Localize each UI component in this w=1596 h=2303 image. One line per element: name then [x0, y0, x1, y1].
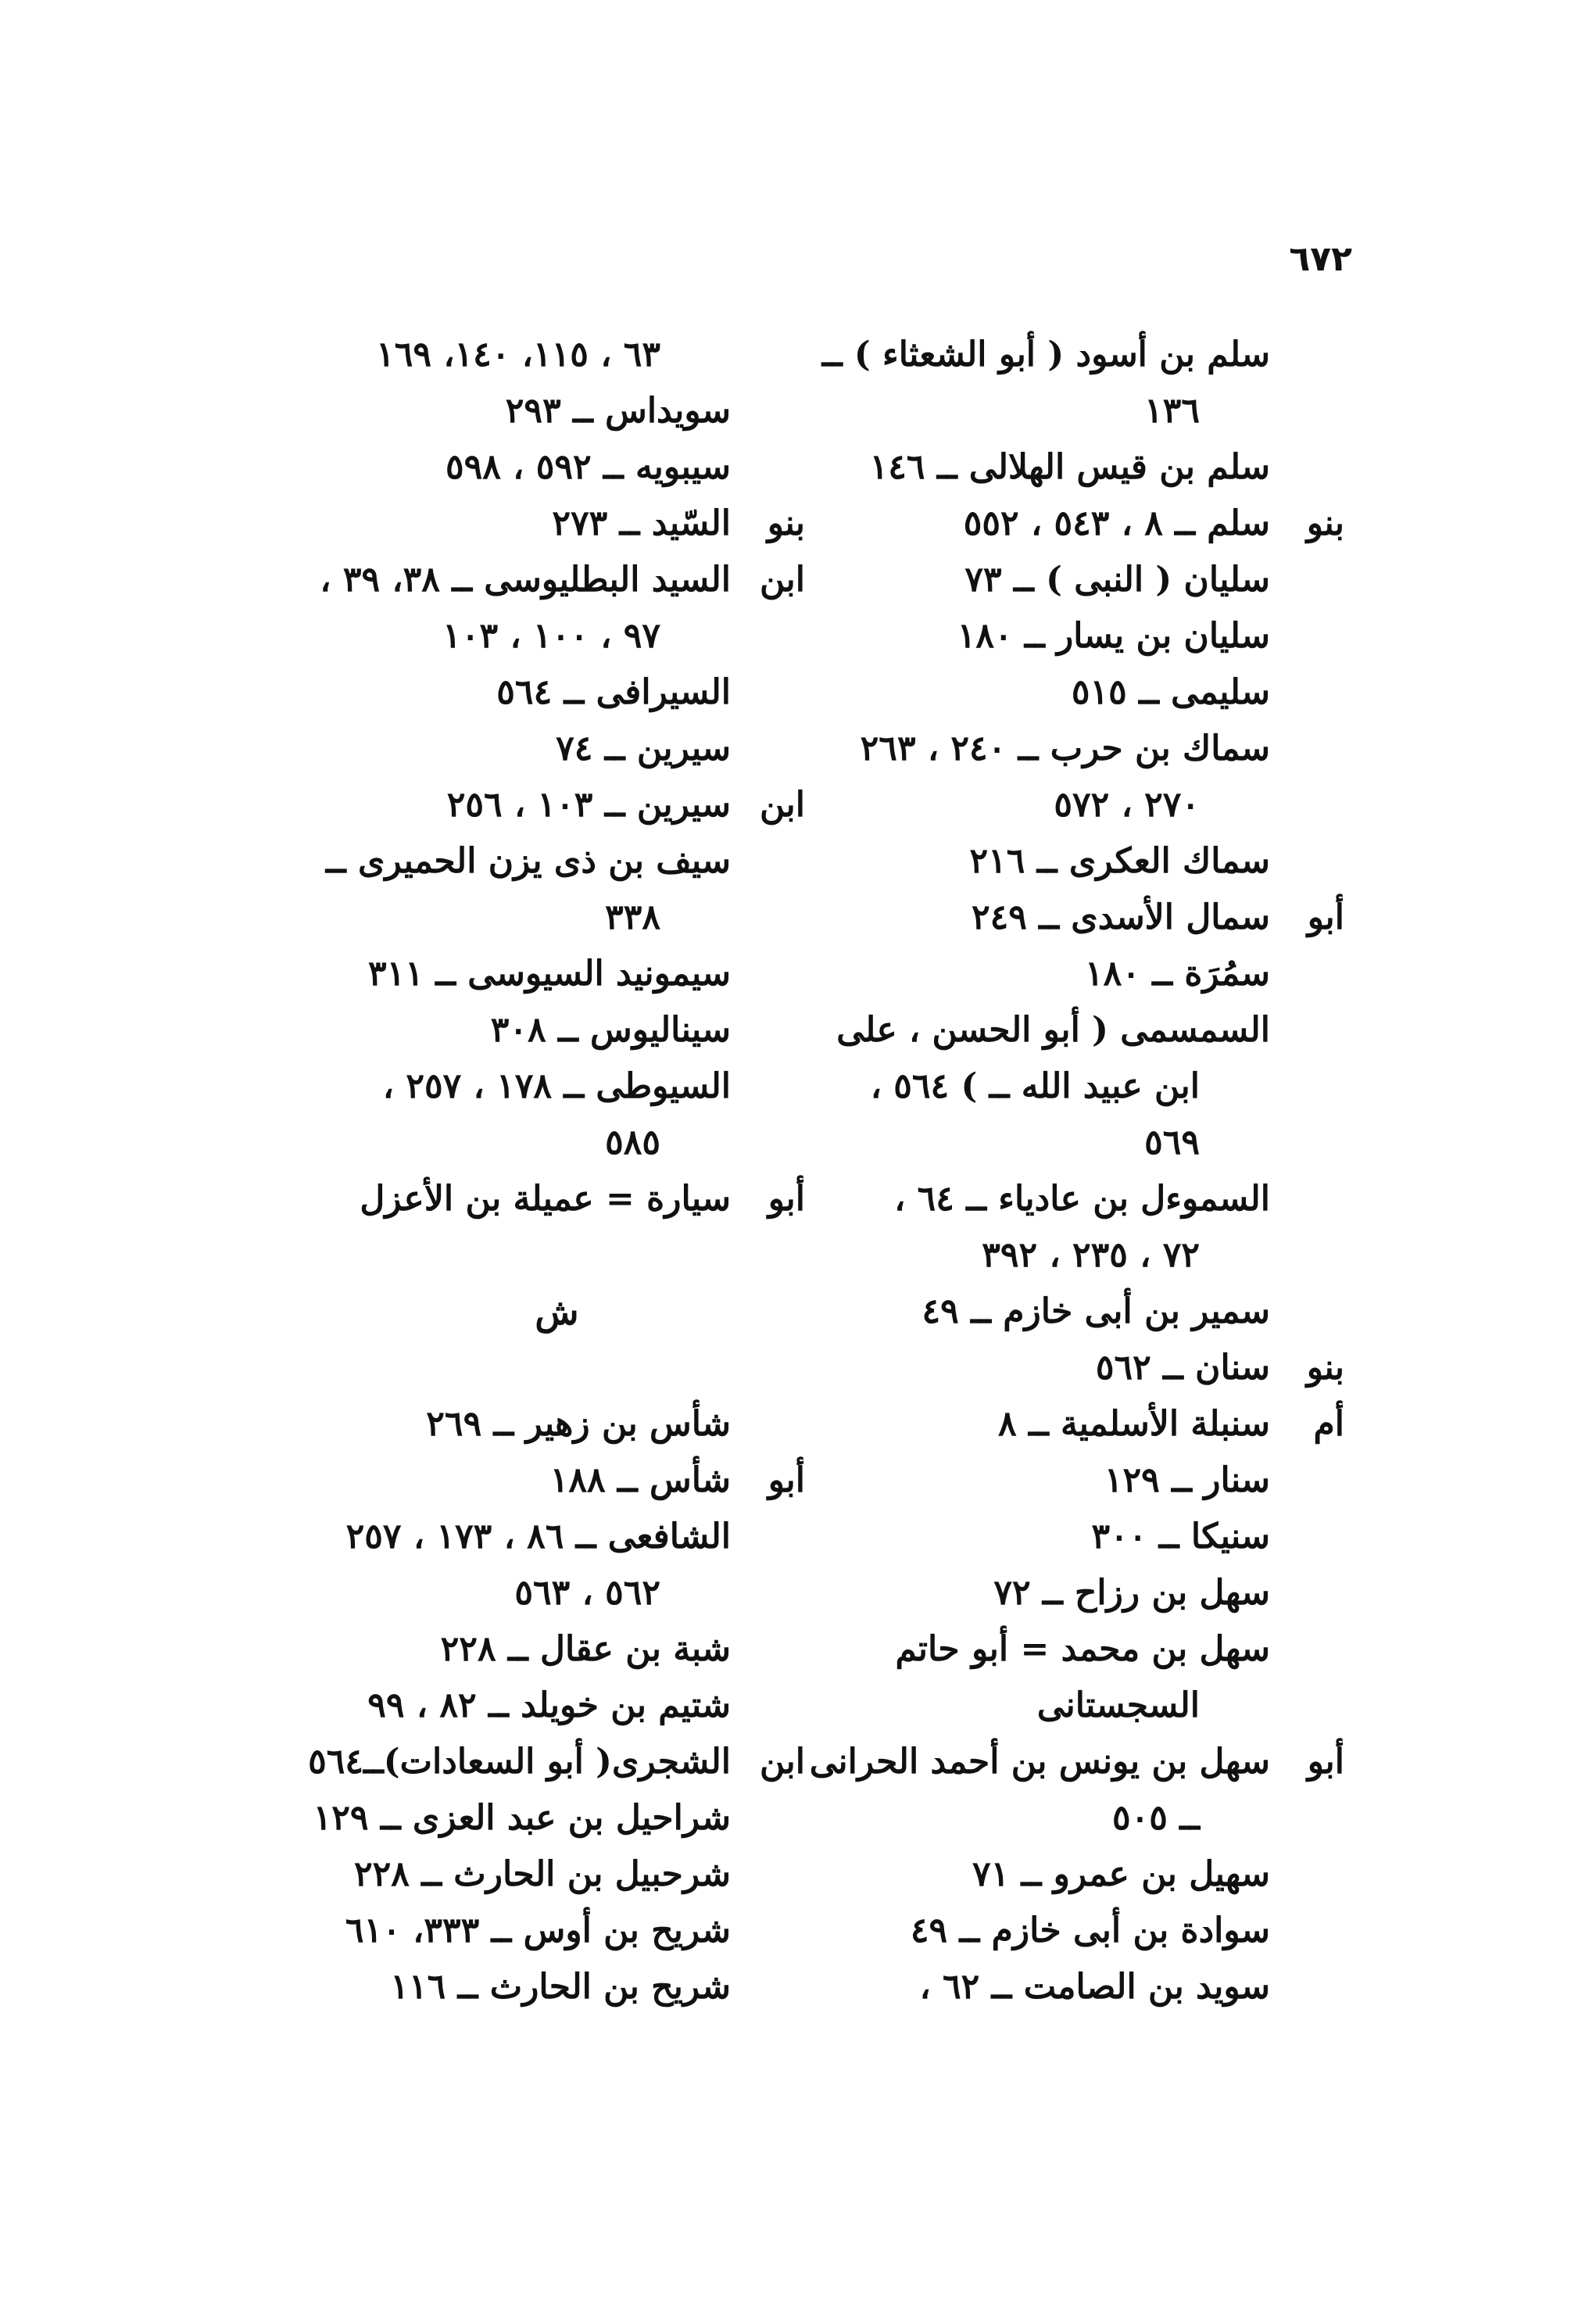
entry-text: سيارة = عميلة بن الأعزل [360, 1179, 731, 1219]
entry-prefix: أبو [1307, 1742, 1344, 1782]
entry-text: السيرافى ــ ٥٦٤ [496, 672, 731, 712]
index-entry [234, 1734, 805, 1790]
entry-text: سهيل بن عمرو ــ ٧١ [972, 1854, 1270, 1894]
index-entry-continuation [828, 1227, 1344, 1284]
index-entry [828, 1621, 1344, 1678]
entry-text: السّيد ــ ٢٧٣ [552, 503, 731, 543]
index-entry [234, 1002, 805, 1058]
index-entry [234, 1171, 805, 1227]
index-entry [828, 496, 1344, 552]
entry-text: سنبلة الأسلمية ــ ٨ [997, 1404, 1270, 1444]
index-entry [828, 1002, 1344, 1058]
index-entry-continuation [234, 608, 805, 664]
entry-text: السجستانى [1036, 1685, 1200, 1725]
index-entry-continuation [828, 777, 1344, 833]
entry-text: سماك بن حرب ــ ٢٤٠ ، ٢٦٣ [860, 729, 1270, 768]
index-entry [809, 1734, 1344, 1790]
entry-text: سليان بن يسار ــ ١٨٠ [957, 616, 1270, 656]
index-entry [234, 439, 805, 496]
entry-text: سيبويه ــ ٥٩٢ ، ٥٩٨ [445, 447, 731, 487]
index-entry [234, 1452, 805, 1509]
index-entry [828, 1846, 1344, 1903]
blank-line [234, 1340, 805, 1396]
entry-text: سماك العكرى ــ ٢١٦ [969, 841, 1270, 881]
entry-prefix: بنو [1306, 1348, 1344, 1388]
entry-text: ٥٦٢ ، ٥٦٣ [514, 1573, 660, 1613]
index-entry [234, 1058, 805, 1115]
index-entry [234, 1396, 805, 1452]
entry-text: سنيكا ــ ٣٠٠ [1091, 1517, 1270, 1556]
entry-text: ٥٦٩ [1144, 1123, 1200, 1162]
index-entry [828, 664, 1344, 721]
index-entry [234, 552, 805, 608]
index-entry-continuation [828, 383, 1344, 439]
index-entry [828, 1284, 1344, 1340]
index-entry [828, 1509, 1344, 1565]
entry-prefix: ابن [760, 1742, 805, 1782]
index-entry [828, 1452, 1344, 1509]
index-entry-continuation [828, 1790, 1344, 1846]
entry-text: سلم بن أسود ( أبو الشعثاء ) ــ [821, 335, 1270, 374]
entry-text: سليان ( النبى ) ــ ٧٣ [964, 560, 1270, 600]
entry-text: السيوطى ــ ١٧٨ ، ٢٥٧ ، [382, 1066, 731, 1106]
entry-text: السيد البطليوسى ــ ٣٨، ٣٩ ، [320, 560, 731, 600]
entry-text: السموءل بن عادياء ــ ٦٤ ، [894, 1179, 1270, 1219]
entry-text: ١٣٦ [1144, 391, 1200, 431]
entry-text: شأس ــ ١٨٨ [549, 1460, 731, 1500]
entry-text: سمال الأسدى ــ ٢٤٩ [971, 897, 1270, 937]
index-entry [234, 721, 805, 777]
entry-text: سهل بن محمد = أبو حاتم [895, 1629, 1270, 1669]
entry-text: سيرين ــ ١٠٣ ، ٢٥٦ [446, 785, 731, 825]
entry-text: سيرين ــ ٧٤ [556, 729, 731, 768]
entry-text: سيناليوس ــ ٣٠٨ [490, 1010, 731, 1050]
entry-text: سيف بن ذى يزن الحميرى ــ [325, 841, 731, 881]
entry-text: شرحبيل بن الحارث ــ ٢٢٨ [353, 1854, 731, 1894]
entry-text: سمُرَة ــ ١٨٠ [1085, 954, 1270, 994]
entry-text: سليمى ــ ٥١٥ [1071, 672, 1270, 712]
entry-text: شريح بن أوس ــ ٣٣٣، ٦١٠ [345, 1911, 731, 1950]
index-entry [828, 1171, 1344, 1227]
page-number: ٦٧٢ [1289, 239, 1352, 279]
entry-text: سنار ــ ١٢٩ [1104, 1460, 1270, 1500]
entry-text: سلم ــ ٨ ، ٥٤٣ ، ٥٥٢ [963, 503, 1270, 543]
entry-text: الشافعى ــ ٨٦ ، ١٧٣ ، ٢٥٧ [345, 1517, 731, 1556]
entry-text: ــ ٥٠٥ [1111, 1798, 1200, 1838]
index-entry [821, 327, 1344, 383]
entry-text: ٣٣٨ [605, 897, 660, 937]
index-entry-continuation [828, 1115, 1344, 1171]
entry-text: سهل بن يونس بن أحمد الحرانى [809, 1742, 1270, 1782]
index-entry [828, 1340, 1344, 1396]
entry-text: شريح بن الحارث ــ ١١٦ [390, 1967, 731, 2007]
entry-text: ٦٣ ، ١١٥، ١٤٠، ١٦٩ [376, 335, 660, 374]
index-entry [234, 946, 805, 1002]
index-entry [234, 383, 805, 439]
index-column-left [234, 327, 805, 2015]
entry-text: سيمونيد السيوسى ــ ٣١١ [367, 954, 731, 994]
index-entry [234, 777, 805, 833]
entry-text: شأس بن زهير ــ ٢٦٩ [426, 1404, 731, 1444]
index-entry [234, 833, 805, 890]
index-entry [234, 664, 805, 721]
entry-text: ٥٨٥ [605, 1123, 660, 1162]
entry-text: ٩٧ ، ١٠٠ ، ١٠٣ [442, 616, 660, 656]
blank-line [234, 1227, 805, 1284]
index-entry [828, 946, 1344, 1002]
index-entry [234, 1903, 805, 1959]
index-entry [828, 890, 1344, 946]
entry-prefix: أبو [768, 1179, 805, 1219]
index-entry-continuation [234, 1565, 805, 1621]
index-entry-continuation [234, 1115, 805, 1171]
entry-text: شتيم بن خويلد ــ ٨٢ ، ٩٩ [367, 1685, 731, 1725]
index-entry [234, 1509, 805, 1565]
index-entry [234, 1678, 805, 1734]
index-entry [828, 552, 1344, 608]
entry-prefix: أبو [1307, 897, 1344, 937]
index-column-right [809, 327, 1344, 2015]
entry-text: ٢٧٠ ، ٥٧٢ [1054, 785, 1200, 825]
index-entry [828, 608, 1344, 664]
entry-prefix: أبو [768, 1460, 805, 1500]
index-entry [828, 1565, 1344, 1621]
index-entry [828, 439, 1344, 496]
index-entry-continuation [828, 1678, 1344, 1734]
entry-text: سوادة بن أبى خازم ــ ٤٩ [910, 1911, 1270, 1950]
entry-text: ابن عبيد الله ــ ) ٥٦٤ ، [870, 1066, 1200, 1106]
index-entry [828, 1959, 1344, 2015]
index-entry-continuation [828, 1058, 1344, 1115]
entry-prefix: بنو [1306, 503, 1344, 543]
index-entry [828, 833, 1344, 890]
index-entry [828, 1396, 1344, 1452]
index-entry [828, 721, 1344, 777]
entry-text: سمير بن أبى خازم ــ ٤٩ [921, 1291, 1270, 1331]
index-entry-continuation [234, 327, 805, 383]
index-entry [828, 1903, 1344, 1959]
entry-text: الشجرى( أبو السعادات)ــ٥٦٤ [308, 1742, 731, 1782]
entry-text: شبة بن عقال ــ ٢٢٨ [440, 1629, 731, 1669]
entry-text: سلم بن قيس الهلالى ــ ١٤٦ [869, 447, 1270, 487]
index-entry [234, 496, 805, 552]
index-entry [234, 1959, 805, 2015]
index-entry-continuation [234, 890, 805, 946]
index-entry [234, 1790, 805, 1846]
entry-prefix: بنو [767, 503, 805, 543]
entry-text: سويداس ــ ٢٩٣ [505, 391, 731, 431]
index-entry [234, 1621, 805, 1678]
section-letter-heading: ش [535, 1291, 579, 1333]
entry-text: سهل بن رزاح ــ ٧٢ [993, 1573, 1270, 1613]
index-entry [234, 1846, 805, 1903]
entry-text: السمسمى ( أبو الحسن ، على [836, 1010, 1270, 1050]
entry-text: ٧٢ ، ٢٣٥ ، ٣٩٢ [982, 1235, 1200, 1275]
entry-prefix: أم [1313, 1404, 1344, 1444]
entry-text: سنان ــ ٥٦٢ [1095, 1348, 1270, 1388]
entry-prefix: ابن [760, 785, 805, 825]
entry-text: سويد بن الصامت ــ ٦٢ ، [919, 1967, 1270, 2007]
entry-prefix: ابن [760, 560, 805, 600]
entry-text: شراحيل بن عبد العزى ــ ١٢٩ [313, 1798, 731, 1838]
